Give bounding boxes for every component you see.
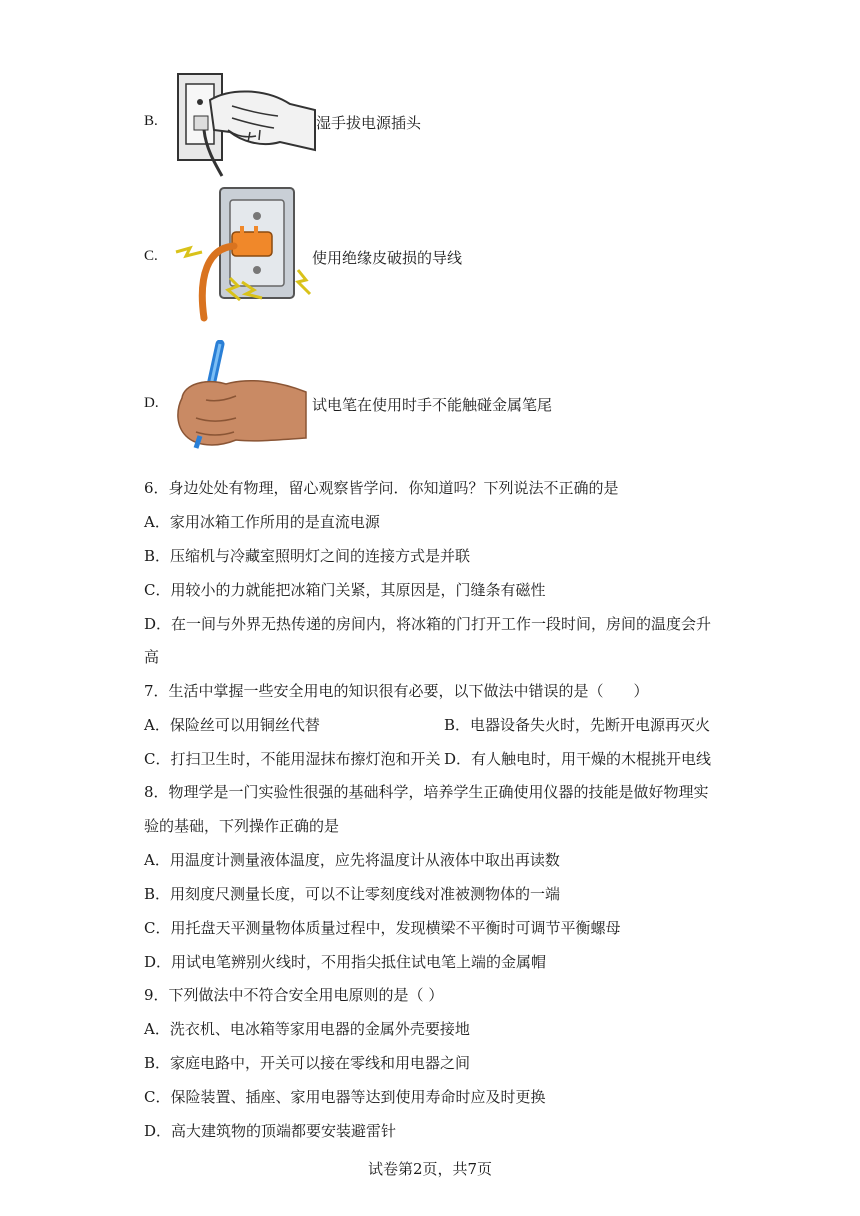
q8-option-d: D．用试电笔辨别火线时，不用指尖抵住试电笔上端的金属帽: [144, 953, 547, 971]
q6-stem: 6．身边处处有物理，留心观察皆学问．你知道吗？下列说法不正确的是: [144, 479, 619, 497]
q9-option-c: C．保险装置、插座、家用电器等达到使用寿命时应及时更换: [144, 1088, 546, 1106]
wet-hand-unplug-illustration: [170, 70, 320, 178]
q6-option-c: C．用较小的力就能把冰箱门关紧，其原因是，门缝条有磁性: [144, 581, 546, 599]
q9-option-b: B．家庭电路中，开关可以接在零线和用电器之间: [144, 1054, 471, 1072]
option-b-caption: 湿手拔电源插头: [316, 114, 422, 132]
q6-option-a: A．家用冰箱工作所用的是直流电源: [144, 513, 380, 531]
q7-option-a: A．保险丝可以用铜丝代替: [144, 716, 320, 734]
q7-option-c: C．打扫卫生时，不能用湿抹布擦灯泡和开关: [144, 750, 441, 768]
q6-option-b: B．压缩机与冷藏室照明灯之间的连接方式是并联: [144, 547, 471, 565]
q8-stem: 8．物理学是一门实验性很强的基础科学，培养学生正确使用仪器的技能是做好物理实: [144, 783, 709, 801]
damaged-wire-illustration: [168, 186, 316, 322]
test-pen-hand-illustration: [166, 340, 314, 452]
option-b-label: B.: [144, 113, 158, 129]
q8-option-b: B．用刻度尺测量长度，可以不让零刻度线对准被测物体的一端: [144, 885, 561, 903]
q9-option-a: A．洗衣机、电冰箱等家用电器的金属外壳要接地: [144, 1020, 470, 1038]
q6-option-d-wrap: 高: [144, 648, 160, 666]
option-c-caption: 使用绝缘皮破损的导线: [312, 249, 463, 267]
option-d-caption: 试电笔在使用时手不能触碰金属笔尾: [312, 396, 553, 414]
q8-stem-wrap: 验的基础，下列操作正确的是: [144, 817, 340, 835]
q9-stem: 9．下列做法中不符合安全用电原则的是（ ）: [144, 986, 444, 1004]
q9-option-d: D．高大建筑物的顶端都要安装避雷针: [144, 1122, 397, 1140]
q7-option-d: D．有人触电时，用干燥的木棍挑开电线: [444, 750, 712, 768]
q6-option-d: D．在一间与外界无热传递的房间内，将冰箱的门打开工作一段时间，房间的温度会升: [144, 615, 712, 633]
q7-option-b: B．电器设备失火时，先断开电源再灭火: [444, 716, 711, 734]
option-d-label: D.: [144, 395, 159, 411]
option-c-label: C.: [144, 248, 158, 264]
q7-stem: 7．生活中掌握一些安全用电的知识很有必要，以下做法中错误的是（ ）: [144, 682, 649, 700]
page-footer: 试卷第2页，共7页: [367, 1160, 493, 1178]
q8-option-c: C．用托盘天平测量物体质量过程中，发现横梁不平衡时可调节平衡螺母: [144, 919, 621, 937]
q8-option-a: A．用温度计测量液体温度，应先将温度计从液体中取出再读数: [144, 851, 560, 869]
